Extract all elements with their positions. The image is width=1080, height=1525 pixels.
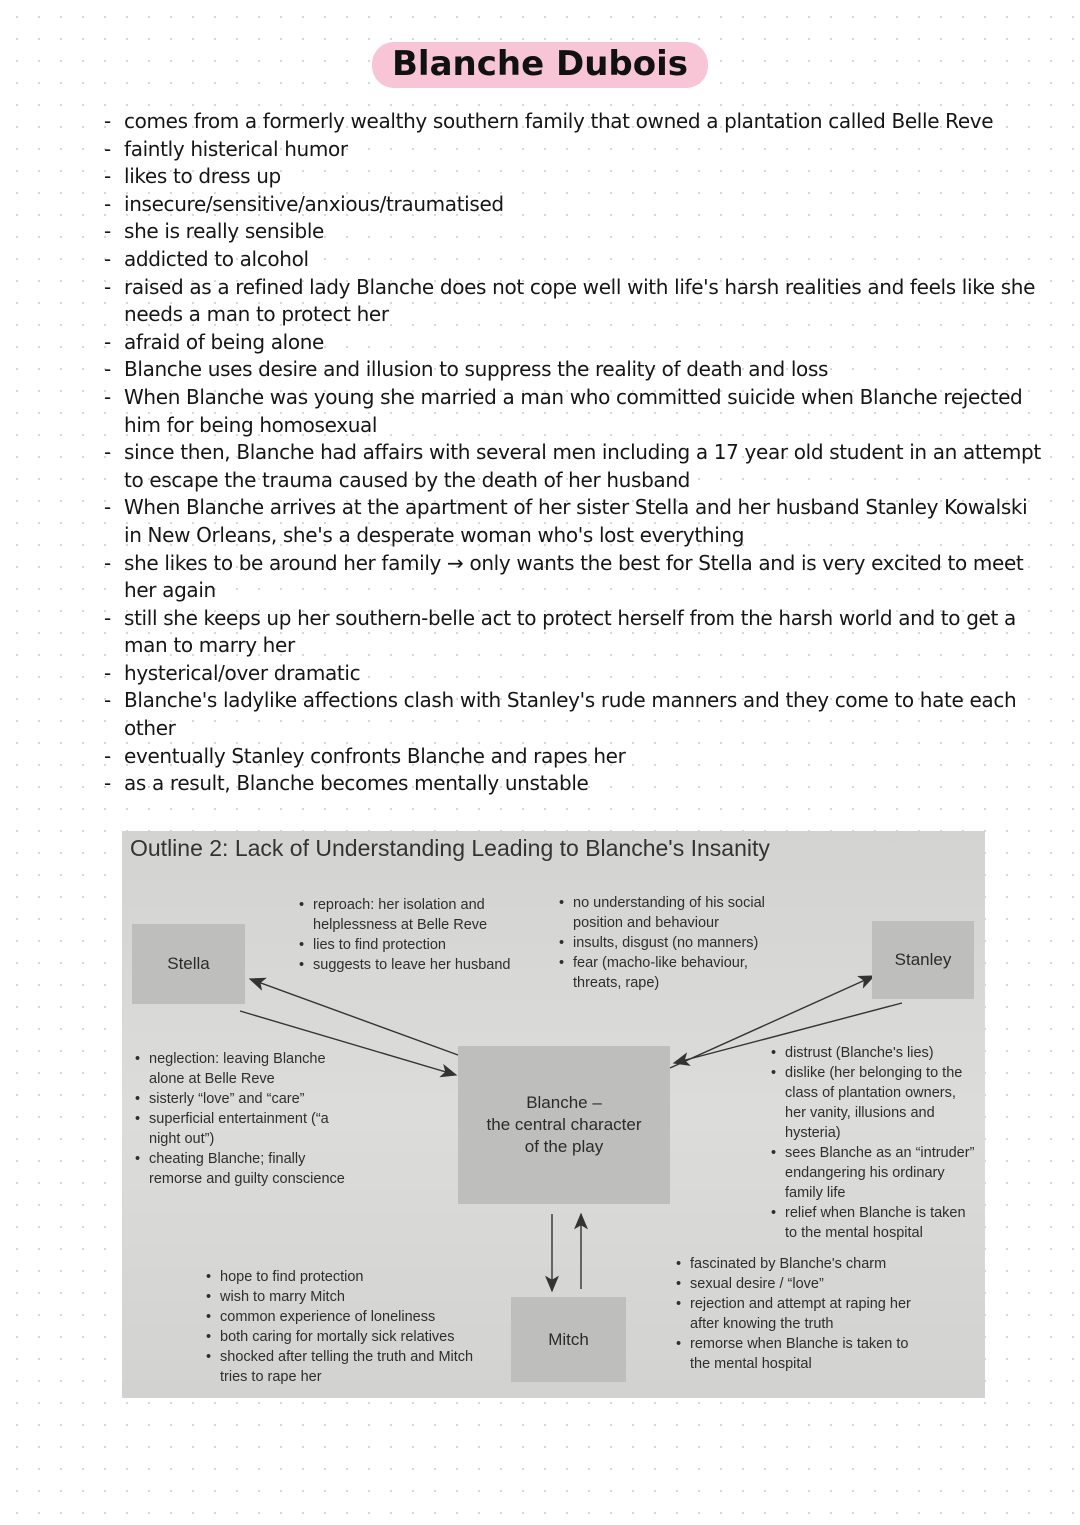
list-blanche-to-stanley xyxy=(558,893,788,993)
note-item: - as a result, Blanche becomes mentally unstable xyxy=(104,770,1044,798)
note-item: - she is really sensible xyxy=(104,218,1044,246)
note-item: - hysterical/over dramatic xyxy=(104,660,1044,688)
list-item: • reproach: her isolation and helplessness at Belle Reve xyxy=(298,895,528,935)
page-title: Blanche Dubois xyxy=(372,42,708,88)
note-item: - likes to dress up xyxy=(104,163,1044,191)
note-item: - When Blanche arrives at the apartment of her sister Stella and her husband Stanley Kowalski in New Orleans, she's a desperate woman who's lost everything xyxy=(104,494,1044,549)
list-item: • sexual desire / “love” xyxy=(675,1274,915,1294)
node-stanley: Stanley xyxy=(872,921,974,999)
node-stella: Stella xyxy=(132,924,245,1004)
diagram-photo xyxy=(122,831,985,1398)
note-item: - Blanche's ladylike affections clash with Stanley's rude manners and they come to hate each other xyxy=(104,687,1044,742)
list-item: • both caring for mortally sick relatives xyxy=(205,1327,495,1347)
list-item: • remorse when Blanche is taken to the mental hospital xyxy=(675,1334,915,1374)
list-item: • fascinated by Blanche's charm xyxy=(675,1254,915,1274)
list-item: • hope to find protection xyxy=(205,1267,495,1287)
note-item: - addicted to alcohol xyxy=(104,246,1044,274)
list-item: • shocked after telling the truth and Mitch tries to rape her xyxy=(205,1347,495,1387)
list-item: • suggests to leave her husband xyxy=(298,955,528,975)
list-mitch-to-blanche xyxy=(675,1254,915,1374)
note-item: - still she keeps up her southern-belle act to protect herself from the harsh world and to get a man to marry her xyxy=(104,605,1044,660)
note-item: - she likes to be around her family → only wants the best for Stella and is very excited to meet her again xyxy=(104,550,1044,605)
diagram-title: Outline 2: Lack of Understanding Leading to Blanche's Insanity xyxy=(130,835,770,861)
node-blanche-line: Blanche – xyxy=(526,1093,602,1112)
list-item: • fear (macho-like behaviour, threats, rape) xyxy=(558,953,788,993)
list-item: • wish to marry Mitch xyxy=(205,1287,495,1307)
list-item: • cheating Blanche; finally remorse and guilty conscience xyxy=(134,1149,359,1189)
list-item: • relief when Blanche is taken to the mental hospital xyxy=(770,1203,980,1243)
note-item: - comes from a formerly wealthy southern family that owned a plantation called Belle Reve xyxy=(104,108,1044,136)
notes-list xyxy=(104,108,1044,798)
list-item: • distrust (Blanche's lies) xyxy=(770,1043,980,1063)
list-item: • superficial entertainment (“a night out”) xyxy=(134,1109,359,1149)
list-stella-to-blanche xyxy=(134,1049,359,1189)
list-item: • dislike (her belonging to the class of plantation owners, her vanity, illusions and hysteria) xyxy=(770,1063,980,1143)
title-wrap xyxy=(0,42,1080,88)
list-item: • insults, disgust (no manners) xyxy=(558,933,788,953)
arrow-blanche-to-stella xyxy=(250,979,458,1055)
list-stanley-to-blanche xyxy=(770,1043,980,1243)
note-item: - eventually Stanley confronts Blanche and rapes her xyxy=(104,743,1044,771)
list-item: • no understanding of his social position and behaviour xyxy=(558,893,788,933)
note-item: - When Blanche was young she married a man who committed suicide when Blanche rejected him for being homosexual xyxy=(104,384,1044,439)
list-item: • neglection: leaving Blanche alone at Belle Reve xyxy=(134,1049,359,1089)
note-item: - insecure/sensitive/anxious/traumatised xyxy=(104,191,1044,219)
note-item: - faintly histerical humor xyxy=(104,136,1044,164)
note-item: - afraid of being alone xyxy=(104,329,1044,357)
list-item: • lies to find protection xyxy=(298,935,528,955)
list-blanche-to-stella xyxy=(298,895,528,975)
node-mitch: Mitch xyxy=(511,1297,626,1382)
note-item: - since then, Blanche had affairs with several men including a 17 year old student in an attempt to escape the trauma caused by the death of her husband xyxy=(104,439,1044,494)
note-item: - Blanche uses desire and illusion to suppress the reality of death and loss xyxy=(104,356,1044,384)
node-blanche-line: of the play xyxy=(524,1137,604,1156)
node-blanche xyxy=(458,1046,670,1204)
note-item: - raised as a refined lady Blanche does not cope well with life's harsh realities and feels like she needs a man to protect her xyxy=(104,274,1044,329)
list-blanche-to-mitch xyxy=(205,1267,495,1387)
node-blanche-line: the central character xyxy=(486,1115,642,1134)
list-item: • rejection and attempt at raping her after knowing the truth xyxy=(675,1294,915,1334)
list-item: • sees Blanche as an “intruder” endangering his ordinary family life xyxy=(770,1143,980,1203)
list-item: • common experience of loneliness xyxy=(205,1307,495,1327)
list-item: • sisterly “love” and “care” xyxy=(134,1089,359,1109)
